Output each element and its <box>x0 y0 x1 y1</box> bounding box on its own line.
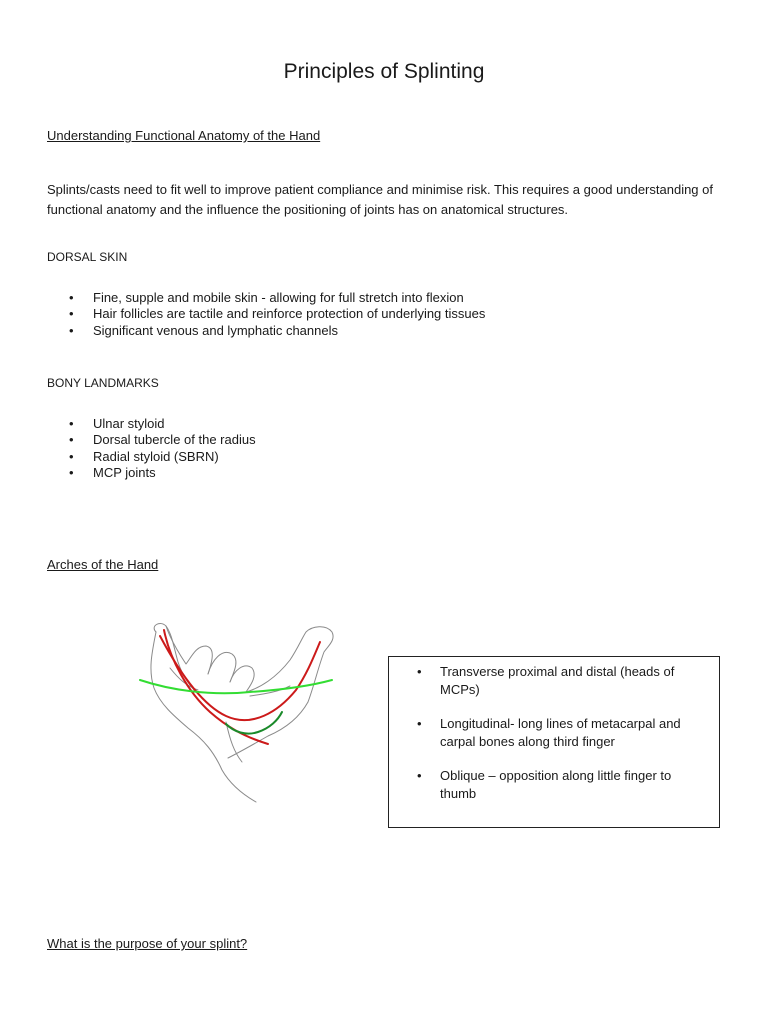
bullet-icon: • <box>69 322 74 338</box>
list-item: • Ulnar styloid <box>69 416 165 431</box>
bullet-icon: • <box>69 290 74 305</box>
bullet-icon: • <box>69 432 74 448</box>
bony-landmarks-list <box>47 416 256 482</box>
section-heading-purpose: What is the purpose of your splint? <box>47 936 248 951</box>
bullet-icon: • <box>69 448 74 464</box>
dorsal-skin-list <box>47 290 485 339</box>
longitudinal-arch-line <box>164 630 268 744</box>
hand-arches-diagram <box>130 612 350 807</box>
hand-outline-right-edge <box>228 702 308 758</box>
list-item: • Hair follicles are tactile and reinforce protection of underlying tissues <box>69 306 486 322</box>
list-item: • Dorsal tubercle of the radius <box>69 432 256 448</box>
hand-outline-left-edge <box>151 632 256 802</box>
hand-outline-finger-3 <box>230 666 254 692</box>
hand-outline-wrist <box>226 722 242 762</box>
bullet-icon: • <box>69 416 74 431</box>
bullet-icon: • <box>417 716 422 731</box>
hand-outline-finger-1 <box>166 626 212 674</box>
bullet-icon: • <box>417 664 422 679</box>
bullet-icon: • <box>69 306 74 322</box>
list-item: • Radial styloid (SBRN) <box>69 448 219 464</box>
page-title: Principles of Splinting <box>283 60 485 83</box>
intro-paragraph: Splints/casts need to fit well to improve patient compliance and minimise risk. This requires a good understanding of functional anatomy and the influence the positioning of joints has on anatomical structures. <box>47 182 713 217</box>
arches-info-box <box>388 656 720 828</box>
list-item: • Significant venous and lymphatic channels <box>69 322 338 338</box>
dorsal-skin-label: DORSAL SKIN <box>47 250 128 264</box>
bony-landmarks-label: BONY LANDMARKS <box>47 376 159 390</box>
list-item: • Transverse proximal and distal (heads of MCPs) <box>417 664 675 697</box>
proximal-transverse-arch-line <box>226 712 282 734</box>
list-item: • Oblique – opposition along little finger to thumb <box>417 768 672 801</box>
transverse-arch-line <box>140 680 332 693</box>
section-heading-arches: Arches of the Hand <box>47 557 159 572</box>
bullet-icon: • <box>69 465 74 481</box>
list-item: • Fine, supple and mobile skin - allowing for full stretch into flexion <box>69 290 464 305</box>
list-item: • MCP joints <box>69 465 156 481</box>
bullet-icon: • <box>417 768 422 783</box>
list-item: • Longitudinal- long lines of metacarpal and carpal bones along third finger <box>417 716 681 749</box>
arches-list <box>389 657 719 802</box>
section-heading-functional-anatomy: Understanding Functional Anatomy of the Hand <box>47 128 321 143</box>
